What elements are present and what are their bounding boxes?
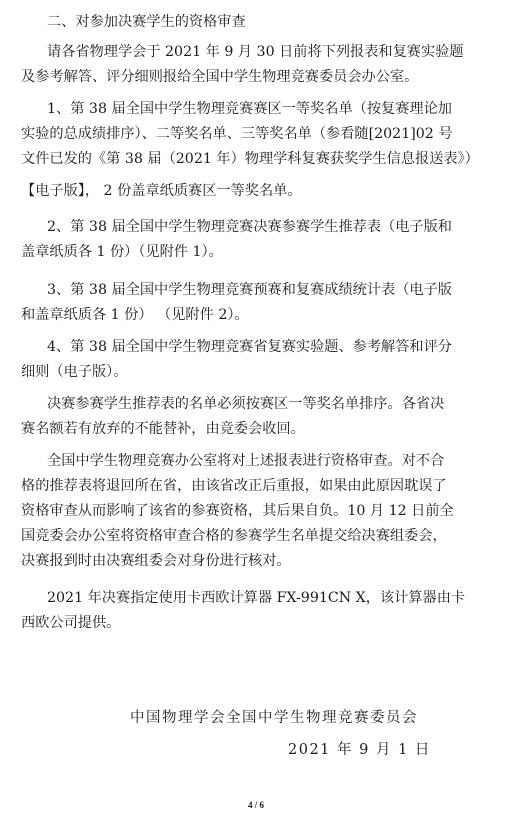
paragraph-line: 2、第 38 届全国中学生物理竞赛决赛参赛学生推荐表（电子版和	[47, 219, 452, 235]
paragraph-line: 资格审查从而影响了该省的参赛资格，其后果自负。10 月 12 日前全	[21, 503, 454, 519]
signature-organization: 中国物理学会全国中学生物理竞赛委员会	[130, 710, 418, 726]
paragraph-line: 【电子版】， 2 份盖章纸质赛区一等奖名单。	[21, 183, 302, 199]
paragraph-line: 和盖章纸质各 1 份） （见附件 2）。	[21, 307, 249, 323]
paragraph-line: 全国中学生物理竞赛办公室将对上述报表进行资格审查。对不合	[47, 453, 445, 469]
paragraph-line: 赛名额若有放弃的不能替补，由竞委会收回。	[21, 421, 305, 437]
paragraph-line: 文件已发的《第 38 届（2021 年）物理学科复赛获奖学生信息报送表》）	[21, 151, 479, 167]
signature-date: 2021 年 9 月 1 日	[288, 742, 431, 758]
paragraph-line: 格的推荐表将退回所在省，由该省改正后重报，如果由此原因耽误了	[21, 478, 447, 494]
paragraph-line: 及参考解答、评分细则报给全国中学生物理竞赛委员会办公室。	[21, 69, 419, 85]
page-number: 4 / 6	[247, 800, 264, 810]
paragraph-line: 决赛参赛学生推荐表的名单必须按赛区一等奖名单排序。各省决	[47, 396, 445, 412]
paragraph-line: 决赛报到时由决赛组委会对身份进行核对。	[21, 553, 291, 569]
paragraph-line: 细则（电子版）。	[21, 364, 128, 380]
paragraph-line: 实验的总成绩排序）、二等奖名单、三等奖名单（参看随[2021]02 号	[21, 126, 453, 142]
paragraph-line: 国竞委会办公室将资格审查合格的参赛学生名单提交给决赛组委会，	[21, 528, 447, 544]
paragraph-line: 盖章纸质各 1 份）（见附件 1）。	[21, 244, 223, 260]
paragraph-line: 西欧公司提供。	[21, 615, 121, 631]
paragraph-line: 3、第 38 届全国中学生物理竞赛预赛和复赛成绩统计表（电子版	[47, 282, 452, 298]
paragraph-line: 2021 年决赛指定使用卡西欧计算器 FX-991CN X，该计算器由卡	[47, 590, 466, 606]
section-heading: 二、对参加决赛学生的资格审查	[47, 14, 246, 30]
paragraph-line: 1、第 38 届全国中学生物理竞赛赛区一等奖名单（按复赛理论加	[47, 101, 452, 117]
paragraph-line: 请各省物理学会于 2021 年 9 月 30 日前将下列报表和复赛实验题	[47, 44, 464, 60]
paragraph-line: 4、第 38 届全国中学生物理竞赛省复赛实验题、参考解答和评分	[47, 339, 452, 355]
